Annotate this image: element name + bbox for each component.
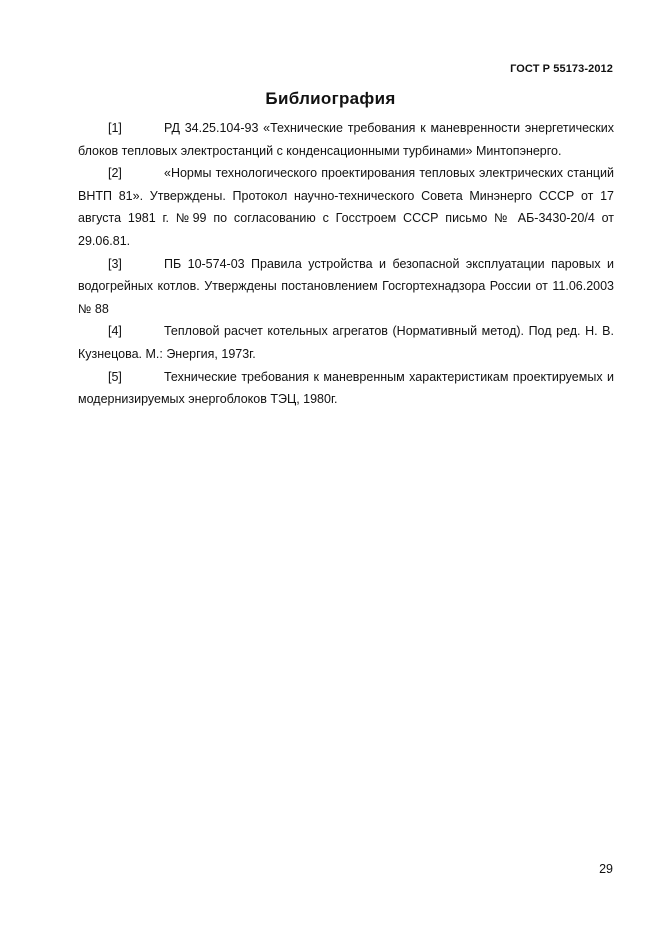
document-code: ГОСТ Р 55173-2012 xyxy=(510,63,613,75)
page-number: 29 xyxy=(599,862,613,876)
entry-number: [2] xyxy=(108,166,122,181)
entry-number: [1] xyxy=(108,121,122,135)
bibliography-entry xyxy=(78,253,614,321)
entry-text: РД 34.25.104-93 «Технические требования к маневренности энергетических блоков тепловых электростанций с конденсационными турбинами» Минтопэнерго. xyxy=(78,121,614,158)
entry-text: «Нормы технологического проектирования тепловых электрических станций ВНТП 81». Утверждены. Протокол научно-технического Совета Минэнерго СССР от 17 августа 1981 г. №99 по согласованию с Госстроем СССР письмо № АБ-3430-20/4 от 29.06.81. xyxy=(78,166,614,248)
entry-number: [5] xyxy=(108,369,122,384)
page-title: Библиография xyxy=(265,89,396,108)
entry-text: Технические требования к маневренным характеристикам проектируемых и модернизируемых энергоблоков ТЭЦ, 1980г. xyxy=(78,369,614,407)
entry-number: [3] xyxy=(108,256,122,271)
entry-number: [4] xyxy=(108,324,122,339)
bibliography-entry xyxy=(78,162,614,252)
bibliography-entry xyxy=(78,117,614,162)
entry-text: Тепловой расчет котельных агрегатов (Нормативный метод). Под ред. Н. В. Кузнецова. М.: Энергия, 1973г. xyxy=(78,324,614,361)
bibliography-entry xyxy=(78,366,614,411)
bibliography-list xyxy=(78,117,614,411)
bibliography-entry xyxy=(78,320,614,365)
entry-text: ПБ 10-574-03 Правила устройства и безопасной эксплуатации паровых и водогрейных котлов. Утверждены постановлением Госгортехнадзора России от 11.06.2003 № 88 xyxy=(78,256,614,316)
